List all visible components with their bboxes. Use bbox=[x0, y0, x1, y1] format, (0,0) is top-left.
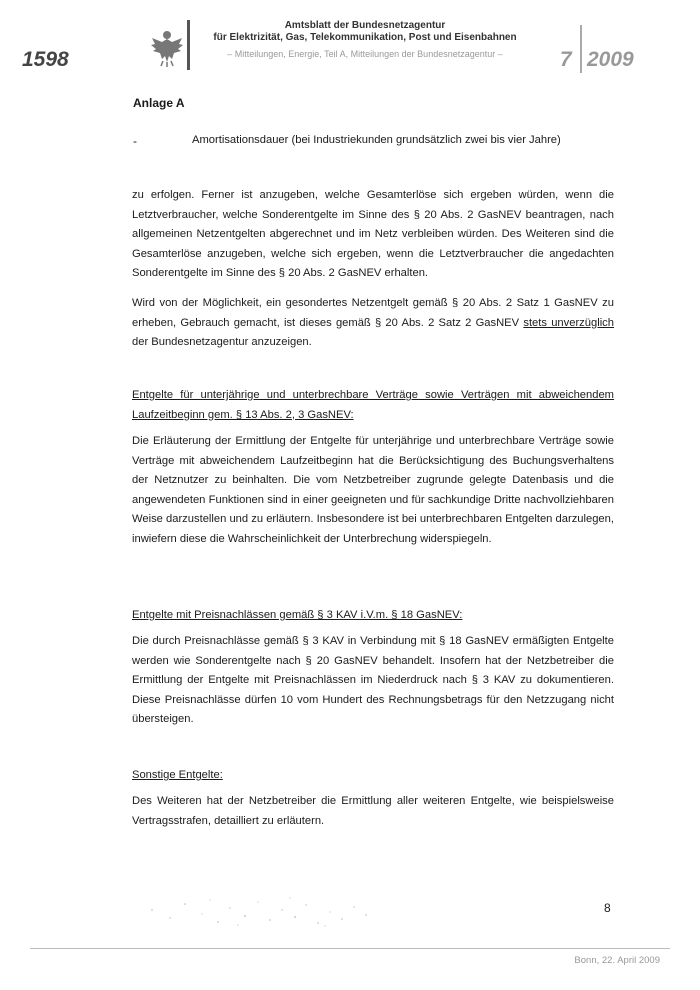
footer-rule bbox=[30, 948, 670, 949]
annex-title: Anlage A bbox=[133, 96, 185, 110]
paragraph-3: Die Erläuterung der Ermittlung der Entgelte für unterjährige und unterbrechbare Verträge sowie Verträge mit abweichendem Laufzeitbeginn hat die Berücksichtigung des Buchungsverhaltens der Netznutzer zu beinhalten. Die vom Netzbetreiber zugrunde gelegte Datenbasis und die angewendeten Funktionen sind in einer geeigneten und für sachkundige Dritte nachvollziehbaren Weise darzustellen und zu erläutern. Insbesondere ist bei unterbrechbaren Entgelten darzulegen, inwiefern diese die Wahrscheinlichkeit der Unterbrechung widerspiegeln. bbox=[132, 435, 614, 545]
paragraph-2 bbox=[132, 294, 614, 353]
bullet-dash: - bbox=[133, 134, 137, 148]
paragraph-1: zu erfolgen. Ferner ist anzugeben, welche Gesamterlöse sich ergeben würden, wenn die Letztverbraucher, welche Sonderentgelte im Sinne des § 20 Abs. 2 GasNEV beantragen, nach allgemeinen Netzentgelten abgerechnet und im Netz verbleiben würden. Des Weiteren sind die Gesamterlöse anzugeben, welche sich ergeben, wenn die Letztverbraucher die angedachten Sonderentgelte im Sinne des § 20 Abs. 2 GasNEV erhalten. bbox=[132, 189, 614, 280]
issue-divider bbox=[580, 25, 582, 73]
issue-number: 7 bbox=[560, 48, 572, 71]
publication-header bbox=[200, 20, 530, 62]
page-number: 1598 bbox=[22, 48, 69, 71]
issue-year: 2009 bbox=[587, 48, 634, 71]
section-heading-2: Entgelte mit Preisnachlässen gemäß § 3 KAV i.V.m. § 18 GasNEV: bbox=[132, 609, 463, 621]
bullet-text: Amortisationsdauer (bei Industriekunden grundsätzlich zwei bis vier Jahre) bbox=[192, 134, 561, 146]
emphasis-underlined: stets unverzüglich bbox=[523, 316, 615, 329]
paragraph-2-start: Wird von der Möglichkeit, ein gesondertes Netzentgelt gemäß § 20 Abs. 2 Satz 1 GasNEV zu erheben, Gebrauch gemacht, ist dieses gemäß § 20 Abs. 2 Satz 2 GasNEV bbox=[132, 297, 614, 329]
publication-subtitle: für Elektrizität, Gas, Telekommunikation, Post und Eisenbahnen bbox=[213, 32, 517, 43]
sheet-number: 8 bbox=[604, 901, 611, 915]
header-divider bbox=[187, 20, 190, 70]
paragraph-4: Die durch Preisnachlässe gemäß § 3 KAV in Verbindung mit § 18 GasNEV ermäßigten Entgelte werden wie Sonderentgelte nach § 20 GasNEV behandelt. Insofern hat der Netzbetreiber die Ermittlung der Entgelte mit Preisnachlässen im Niederdruck nach § 3 KAV zu dokumentieren. Diese Preisnachlässe dürfen 10 vom Hundert des Rechnungsbetrags für den Netzzugang nicht übersteigen. bbox=[132, 635, 614, 726]
section-heading-1: Entgelte für unterjährige und unterbrechbare Verträge sowie Verträgen mit abweichendem Laufzeitbeginn gem. § 13 Abs. 2, 3 GasNEV: bbox=[132, 389, 614, 421]
scan-noise bbox=[140, 890, 380, 930]
federal-eagle-icon bbox=[150, 28, 184, 68]
paragraph-2-end: der Bundesnetzagentur anzuzeigen. bbox=[132, 336, 312, 349]
publication-section: – Mitteilungen, Energie, Teil A, Mitteilungen der Bundesnetzagentur – bbox=[227, 49, 503, 59]
section-heading-3: Sonstige Entgelte: bbox=[132, 769, 223, 781]
publication-title: Amtsblatt der Bundesnetzagentur bbox=[284, 20, 446, 31]
footer-date: Bonn, 22. April 2009 bbox=[574, 955, 660, 966]
paragraph-5: Des Weiteren hat der Netzbetreiber die Ermittlung aller weiteren Entgelte, wie beispielsweise Vertragsstrafen, detailliert zu erläutern. bbox=[132, 795, 614, 827]
